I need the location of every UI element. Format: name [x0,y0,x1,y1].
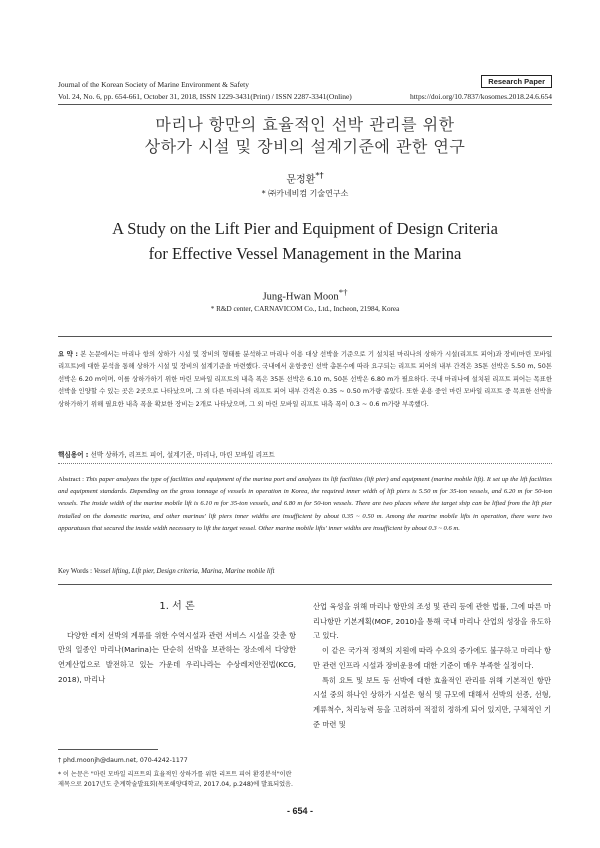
author-en-mark: *† [338,287,348,297]
footnote-note: * 이 논문은 "마린 모바일 리프트의 효율적인 상하가를 위한 리프트 피어 환경분석"이란 제목으로 2017년도 춘계학술발표회(목포해양대학교, 2017.04, p.248)에 발표되었음. [58,771,294,788]
author-ko [58,170,552,185]
body-column-right [313,600,551,732]
body-paragraph: 산업 육성을 위해 마리나 항만의 조성 및 관리 등에 관한 법률, 그에 따른 마리나항만 기본계획(MOF, 2010)을 통해 국내 마리나 산업의 성장을 유도하고 있다. [313,602,551,641]
section-heading: 1. 서 론 [159,601,195,612]
body-paragraph: 이 같은 국가적 정책의 지원에 따라 수요의 증가에도 불구하고 마리나 항만 관련 인프라 시설과 장비운용에 대한 기준이 매우 부족한 실정이다. [313,646,551,670]
doi-link[interactable]: https://doi.org/10.7837/kosomes.2018.24.6.654 [410,92,552,101]
abstract-en [58,474,552,535]
abstract-ko-label: 요 약 : [58,350,78,358]
title-en-line1: A Study on the Lift Pier and Equipment of Design Criteria [112,219,498,238]
volume-info: Vol. 24, No. 6, pp. 654-661, October 31, 2018, ISSN 1229-3431(Print) / ISSN 2287-3341(Online) [58,92,352,101]
abstract-divider [58,463,552,464]
keywords-en-label: Key Words : [58,568,93,575]
page-number: - 654 - [286,806,313,816]
footnote-rule [58,749,158,750]
affiliation-ko: * ㈜카네비컴 기술연구소 [261,189,349,198]
keywords-ko-label: 핵심용어 : [58,451,89,459]
abstract-ko [58,348,552,410]
author-ko-mark: *† [315,170,324,180]
journal-name: Journal of the Korean Society of Marine Environment & Safety [58,80,249,89]
author-en [58,287,552,303]
author-ko-name: 문정환 [286,174,316,186]
abstract-ko-text: 본 논문에서는 마리나 항의 상하가 시설 및 장비의 형태를 분석하고 마리나 이용 대상 선박을 기준으로 기 설치된 마리나의 상하가 시설(리프트 피어)과 장비(마린 모바일 리프트)에 대한 분석을 통해 상하가 시설 및 장비의 설계기준을 마련했다. 국내에서 운항중인 선박 총톤수에 따라 요구되는 리프트 피어의 내부 간격은 35톤 선박은 5.50 m, 50톤 선박은 6.20 m이며, 이를 상하가하기 위한 마린 모바일 리프트의 내측 폭은 35톤 선박은 6.10 m, 50톤 선박은 6.80 m가 필요하다. 국내 마리나에 설치된 리프트 피어는 목표한 선박을 인양할 수 있는 곳은 2곳으로 나타났으며, 그 외 다른 마리나의 리프트 피어 내부 간격은 0.35 ~ 0.50 m가량 좁았다. 또한 운용 중인 마린 모바일 리프트 중 목표한 선박을 상하가하기 위해 필요한 내측 폭을 확보한 장비는 2개로 나타났으며, 그 외 마린 모바일 리프트 내측 폭이 0.3 ~ 0.6 m가량 부족했다. [58,350,552,408]
abstract-top-rule [58,336,552,337]
title-ko-line1: 마리나 항만의 효율적인 선박 관리를 위한 [155,115,455,134]
body-paragraph: 특히 요트 및 보트 등 선박에 대한 효율적인 관리를 위해 기본적인 항만시설 중의 하나인 상하가 시설은 형식 및 규모에 대해서 선박의 선종, 선형, 계류척수, 처리능력 등을 고려하여 적절히 정하게 되어 있지만, 구체적인 기준 마련 및 [313,675,551,729]
keywords-ko-text: 선박 상하가, 리프트 피어, 설계기준, 마리나, 마린 모바일 리프트 [90,451,275,459]
abstract-en-label: Abstract : [58,476,84,483]
footnote-email: † phd.moonjh@daum.net, 070-4242-1177 [58,757,188,764]
keywords-en-text: Vessel lifting, Lift pier, Design criteria, Marina, Marine mobile lift [93,568,275,575]
title-ko-line2: 상하가 시설 및 장비의 설계기준에 관한 연구 [144,137,466,156]
keywords-en [58,568,274,575]
abstract-en-text: This paper analyzes the type of facilities and equipment of the marina port and analyzes its lift facilities (lift pier) and equipment (marine mobile lift). It set up the lift facilities and equipment standards. Depending on the gross tonnage of vessels in operation in Korea, the required inner width of lift piers is 5.50 m for 35-ton vessels, and 6.20 m for 50-ton vessels. The inside width of the marine mobile lift is 6.10 m for 35-ton vessels, and 6.80 m for 50-ton vessels. There are two places where the target ship can be lifted from the lift pier installed on the domestic marina, and other marinas' lift piers inner widths are insufficient by about 0.35 ~ 0.50 m. Among the marine mobile lifts in operation, there were two apparatuses that secured the inside width necessary to lift the target vessel. Other marine mobile lifts' inner widths are insufficient by about 0.3 ~ 0.6 m. [58,476,552,532]
author-en-name: Jung-Hwan Moon [262,291,339,303]
title-en-line2: for Effective Vessel Management in the Marina [148,244,462,263]
body-paragraph: 다양한 레저 선박의 계류를 위한 수역시설과 관련 서비스 시설을 갖춘 항만의 일종인 마리나(Marina)는 단순히 선박을 보관하는 장소에서 다양한 연계산업으로 발전하고 있는 가운데 우리나라는 수상레저안전법(KCG, 2018), 마리나 [58,630,296,684]
header-rule [58,104,552,105]
abstract-bottom-rule [58,584,552,585]
keywords-ko [58,449,275,459]
body-column-left [58,600,296,688]
paper-type-badge: Research Paper [481,75,552,88]
affiliation-en: * R&D center, CARNAVICOM Co., Ltd., Incheon, 21984, Korea [210,305,400,313]
